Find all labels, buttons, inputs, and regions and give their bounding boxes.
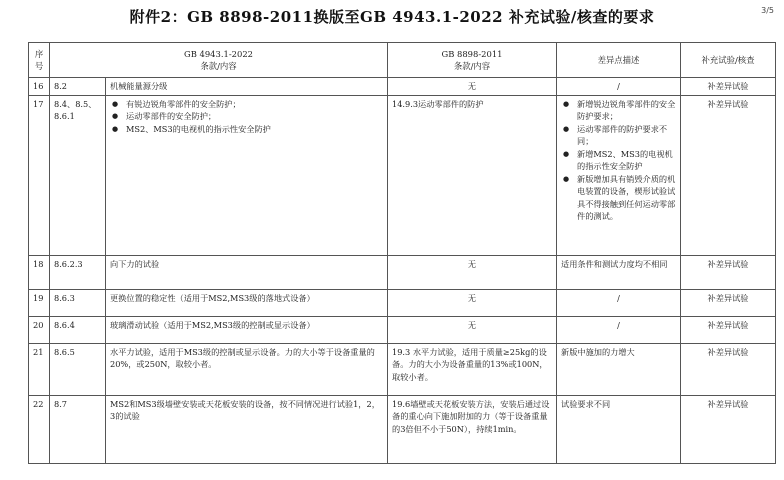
row-supplementary: 补差异试验 [681, 255, 776, 289]
header-old-std-name: GB 8898-2011 [441, 49, 503, 59]
row-clause: 8.6.2.3 [50, 255, 106, 289]
list-item: ● 新版增加具有销毁介质的机电装置的设备，楔形试验试具不得接触到任何运动零部件的测试。 [561, 173, 676, 223]
row-number: 16 [29, 78, 50, 96]
row-supplementary: 补差异试验 [681, 343, 776, 395]
list-item: ● 运动零部件的防护要求不同； [561, 123, 676, 148]
row-diff: 适用条件和测试力度均不相同 [557, 255, 681, 289]
row-clause: 8.2 [50, 78, 106, 96]
row-old-clause: 19.6墙壁或天花板安装方法，安装后通过设备的重心向下施加附加的力（等于设备重量的3倍但不小于50N），持续1min。 [388, 395, 557, 463]
row-number: 18 [29, 255, 50, 289]
row-content: MS2和MS3级墙壁安装或天花板安装的设备，按不同情况进行试验1，2，3的试验 [106, 395, 388, 463]
row-clause: 8.6.5 [50, 343, 106, 395]
row-diff: 新版中施加的力增大 [557, 343, 681, 395]
row-content: 更换位置的稳定性（适用于MS2,MS3级的落地式设备） [106, 289, 388, 316]
table-row [29, 289, 776, 316]
header-row [29, 43, 776, 78]
table-row [29, 255, 776, 289]
row-content: 机械能量源分级 [106, 78, 388, 96]
table-row [29, 316, 776, 343]
list-item: ● MS2、MS3的电视机的指示性安全防护 [110, 123, 383, 136]
row-content: 玻璃滑动试验（适用于MS2,MS3级的控制或显示设备） [106, 316, 388, 343]
row-supplementary: 补差异试验 [681, 78, 776, 96]
table-row [29, 395, 776, 463]
row-old-clause: 无 [388, 78, 557, 96]
row-number: 22 [29, 395, 50, 463]
header-no: 序号 [29, 43, 50, 78]
row-supplementary: 补差异试验 [681, 395, 776, 463]
comparison-table [28, 42, 776, 464]
row-content: 向下力的试验 [106, 255, 388, 289]
row-number: 19 [29, 289, 50, 316]
header-new-standard [50, 43, 388, 78]
row-supplementary: 补差异试验 [681, 289, 776, 316]
list-item: ● 新增锐边锐角零部件的安全防护要求； [561, 98, 676, 123]
row-old-clause: 无 [388, 289, 557, 316]
page-number: 3/5 [761, 6, 774, 15]
row-diff: / [557, 78, 681, 96]
table-row [29, 78, 776, 96]
row-content: 水平力试验，适用于MS3级的控制或显示设备。力的大小等于设备重量的20%，或250N，取较小者。 [106, 343, 388, 395]
table-row [29, 95, 776, 255]
row-number: 21 [29, 343, 50, 395]
row-number: 20 [29, 316, 50, 343]
content-bullet-list [110, 98, 383, 136]
row-diff [557, 95, 681, 255]
row-content [106, 95, 388, 255]
header-new-std-sub: 条款/内容 [200, 61, 237, 71]
header-old-std-sub: 条款/内容 [453, 61, 491, 71]
row-diff: 试验要求不同 [557, 395, 681, 463]
list-item: ● 运动零部件的安全防护； [110, 110, 383, 123]
header-supplementary: 补充试验/核查 [681, 43, 776, 78]
row-old-clause: 14.9.3运动零部件的防护 [388, 95, 557, 255]
row-clause: 8.6.4 [50, 316, 106, 343]
row-supplementary: 补差异试验 [681, 95, 776, 255]
row-old-clause: 19.3 水平力试验，适用于质量≥25kg的设备。力的大小为设备重量的13%或100N，取较小者。 [388, 343, 557, 395]
list-item: ● 新增MS2、MS3的电视机的指示性安全防护 [561, 148, 676, 173]
row-old-clause: 无 [388, 255, 557, 289]
row-diff: / [557, 316, 681, 343]
header-new-std-name: GB 4943.1-2022 [184, 49, 253, 59]
header-diff: 差异点描述 [557, 43, 681, 78]
page-title: 附件2：GB 8898-2011换版至GB 4943.1-2022 补充试验/核查的要求 [129, 8, 655, 26]
row-clause: 8.7 [50, 395, 106, 463]
table-row [29, 343, 776, 395]
row-old-clause: 无 [388, 316, 557, 343]
row-diff: / [557, 289, 681, 316]
header-old-standard [388, 43, 557, 78]
row-number: 17 [29, 95, 50, 255]
list-item: ● 有锐边锐角零部件的安全防护； [110, 98, 383, 111]
row-clause: 8.6.3 [50, 289, 106, 316]
row-supplementary: 补差异试验 [681, 316, 776, 343]
diff-bullet-list [561, 98, 676, 223]
row-clause: 8.4、8.5、8.6.1 [50, 95, 106, 255]
